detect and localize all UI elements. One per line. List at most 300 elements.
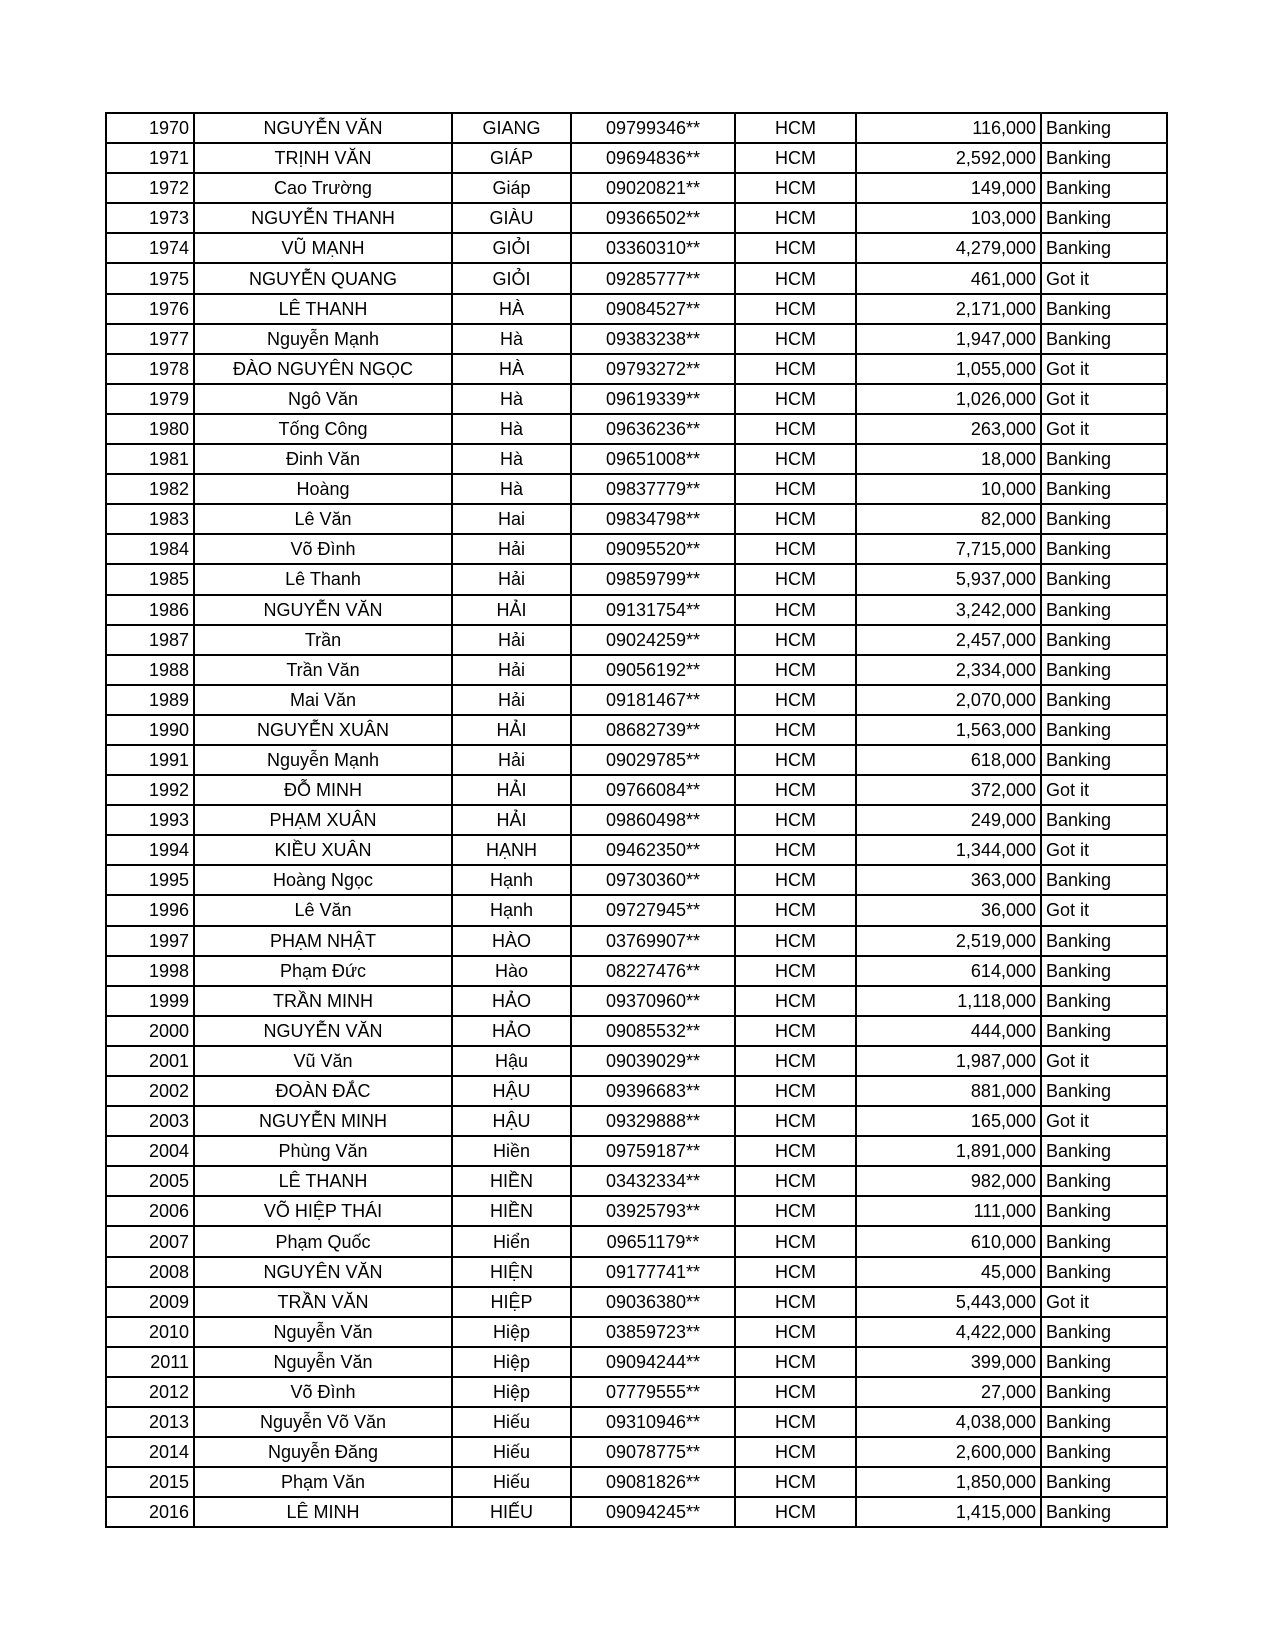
cell-city: HCM: [735, 354, 856, 384]
table-row: [106, 775, 1167, 805]
cell-city: HCM: [735, 504, 856, 534]
cell-last-name: Giáp: [452, 173, 571, 203]
cell-row-number: 2000: [106, 1016, 194, 1046]
cell-city: HCM: [735, 926, 856, 956]
cell-city: HCM: [735, 1076, 856, 1106]
cell-first-name: Ngô Văn: [194, 384, 452, 414]
cell-city: HCM: [735, 1257, 856, 1287]
cell-row-number: 2006: [106, 1196, 194, 1226]
cell-status: Banking: [1041, 805, 1167, 835]
cell-first-name: NGUYỄN MINH: [194, 1106, 452, 1136]
table-row: [106, 474, 1167, 504]
cell-row-number: 1997: [106, 926, 194, 956]
cell-last-name: Hai: [452, 504, 571, 534]
cell-last-name: Hạnh: [452, 895, 571, 925]
cell-amount: 1,026,000: [856, 384, 1041, 414]
cell-last-name: Hiệp: [452, 1317, 571, 1347]
cell-city: HCM: [735, 1437, 856, 1467]
cell-phone: 09619339**: [571, 384, 735, 414]
cell-first-name: PHẠM NHẬT: [194, 926, 452, 956]
cell-row-number: 1992: [106, 775, 194, 805]
cell-city: HCM: [735, 715, 856, 745]
cell-amount: 36,000: [856, 895, 1041, 925]
table-row: [106, 986, 1167, 1016]
cell-amount: 363,000: [856, 865, 1041, 895]
cell-row-number: 2015: [106, 1467, 194, 1497]
cell-status: Got it: [1041, 263, 1167, 293]
cell-amount: 982,000: [856, 1166, 1041, 1196]
cell-status: Banking: [1041, 1437, 1167, 1467]
cell-amount: 1,947,000: [856, 324, 1041, 354]
cell-last-name: GIÀU: [452, 203, 571, 233]
cell-amount: 2,519,000: [856, 926, 1041, 956]
cell-row-number: 1977: [106, 324, 194, 354]
cell-city: HCM: [735, 1136, 856, 1166]
cell-amount: 3,242,000: [856, 595, 1041, 625]
cell-phone: 09651179**: [571, 1226, 735, 1256]
cell-phone: 09383238**: [571, 324, 735, 354]
cell-city: HCM: [735, 534, 856, 564]
cell-last-name: Hiếu: [452, 1467, 571, 1497]
cell-last-name: HẢI: [452, 775, 571, 805]
cell-first-name: Phạm Đức: [194, 956, 452, 986]
cell-city: HCM: [735, 1287, 856, 1317]
table-row: [106, 1377, 1167, 1407]
cell-first-name: Phạm Văn: [194, 1467, 452, 1497]
cell-first-name: Nguyễn Đăng: [194, 1437, 452, 1467]
cell-last-name: GIỎI: [452, 233, 571, 263]
cell-first-name: TRỊNH VĂN: [194, 143, 452, 173]
cell-last-name: Hà: [452, 324, 571, 354]
cell-first-name: Tống Công: [194, 414, 452, 444]
cell-status: Got it: [1041, 384, 1167, 414]
cell-status: Banking: [1041, 203, 1167, 233]
table-row: [106, 564, 1167, 594]
cell-first-name: NGUYỄN QUANG: [194, 263, 452, 293]
table-row: [106, 1106, 1167, 1136]
cell-last-name: Hải: [452, 685, 571, 715]
table-row: [106, 1497, 1167, 1527]
cell-row-number: 1975: [106, 263, 194, 293]
cell-last-name: HẬU: [452, 1106, 571, 1136]
cell-city: HCM: [735, 564, 856, 594]
cell-status: Got it: [1041, 414, 1167, 444]
cell-last-name: HẢI: [452, 805, 571, 835]
cell-city: HCM: [735, 1467, 856, 1497]
cell-amount: 1,891,000: [856, 1136, 1041, 1166]
cell-phone: 09834798**: [571, 504, 735, 534]
cell-amount: 4,279,000: [856, 233, 1041, 263]
cell-row-number: 1972: [106, 173, 194, 203]
cell-last-name: Hà: [452, 414, 571, 444]
table-row: [106, 1046, 1167, 1076]
cell-amount: 27,000: [856, 1377, 1041, 1407]
table-row: [106, 1016, 1167, 1046]
cell-status: Banking: [1041, 1257, 1167, 1287]
cell-status: Banking: [1041, 113, 1167, 143]
cell-status: Banking: [1041, 173, 1167, 203]
cell-row-number: 2002: [106, 1076, 194, 1106]
table-row: [106, 444, 1167, 474]
table-row: [106, 805, 1167, 835]
cell-last-name: Hiển: [452, 1226, 571, 1256]
cell-row-number: 1981: [106, 444, 194, 474]
cell-last-name: Hải: [452, 534, 571, 564]
contact-table: [105, 112, 1168, 1528]
cell-status: Banking: [1041, 595, 1167, 625]
cell-row-number: 1973: [106, 203, 194, 233]
table-row: [106, 113, 1167, 143]
table-row: [106, 1166, 1167, 1196]
cell-first-name: KIỀU XUÂN: [194, 835, 452, 865]
cell-city: HCM: [735, 444, 856, 474]
cell-row-number: 1996: [106, 895, 194, 925]
cell-status: Got it: [1041, 1106, 1167, 1136]
cell-row-number: 1998: [106, 956, 194, 986]
cell-phone: 09366502**: [571, 203, 735, 233]
cell-last-name: GIANG: [452, 113, 571, 143]
table-row: [106, 324, 1167, 354]
cell-first-name: ĐOÀN ĐẮC: [194, 1076, 452, 1106]
cell-status: Banking: [1041, 143, 1167, 173]
cell-last-name: Hiệp: [452, 1347, 571, 1377]
cell-status: Banking: [1041, 865, 1167, 895]
cell-last-name: GIÁP: [452, 143, 571, 173]
cell-amount: 2,070,000: [856, 685, 1041, 715]
cell-status: Banking: [1041, 324, 1167, 354]
cell-last-name: Hậu: [452, 1046, 571, 1076]
cell-status: Banking: [1041, 625, 1167, 655]
table-row: [106, 414, 1167, 444]
cell-amount: 2,592,000: [856, 143, 1041, 173]
cell-city: HCM: [735, 775, 856, 805]
cell-last-name: Hà: [452, 474, 571, 504]
cell-status: Banking: [1041, 1226, 1167, 1256]
cell-last-name: HÀO: [452, 926, 571, 956]
cell-amount: 1,118,000: [856, 986, 1041, 1016]
cell-city: HCM: [735, 956, 856, 986]
cell-status: Banking: [1041, 534, 1167, 564]
cell-last-name: GIỎI: [452, 263, 571, 293]
cell-amount: 2,457,000: [856, 625, 1041, 655]
table-row: [106, 1287, 1167, 1317]
table-row: [106, 926, 1167, 956]
cell-row-number: 1991: [106, 745, 194, 775]
cell-phone: 09181467**: [571, 685, 735, 715]
cell-phone: 09860498**: [571, 805, 735, 835]
cell-first-name: NGUYỄN XUÂN: [194, 715, 452, 745]
cell-row-number: 1989: [106, 685, 194, 715]
table-row: [106, 1467, 1167, 1497]
cell-row-number: 1982: [106, 474, 194, 504]
table-row: [106, 203, 1167, 233]
cell-first-name: Vũ Văn: [194, 1046, 452, 1076]
cell-row-number: 1980: [106, 414, 194, 444]
table-row: [106, 173, 1167, 203]
cell-status: Banking: [1041, 745, 1167, 775]
cell-first-name: VÕ HIỆP THÁI: [194, 1196, 452, 1226]
cell-city: HCM: [735, 143, 856, 173]
cell-status: Banking: [1041, 655, 1167, 685]
cell-phone: 09029785**: [571, 745, 735, 775]
cell-status: Banking: [1041, 444, 1167, 474]
cell-first-name: Đinh Văn: [194, 444, 452, 474]
cell-status: Got it: [1041, 1046, 1167, 1076]
cell-first-name: LÊ MINH: [194, 1497, 452, 1527]
cell-phone: 09056192**: [571, 655, 735, 685]
cell-first-name: NGUYÊN VĂN: [194, 1257, 452, 1287]
cell-status: Banking: [1041, 1497, 1167, 1527]
cell-phone: 03925793**: [571, 1196, 735, 1226]
cell-row-number: 2011: [106, 1347, 194, 1377]
cell-phone: 09370960**: [571, 986, 735, 1016]
cell-first-name: Lê Thanh: [194, 564, 452, 594]
cell-phone: 03432334**: [571, 1166, 735, 1196]
cell-amount: 444,000: [856, 1016, 1041, 1046]
cell-last-name: Hà: [452, 384, 571, 414]
cell-row-number: 2003: [106, 1106, 194, 1136]
cell-phone: 09766084**: [571, 775, 735, 805]
table-row: [106, 655, 1167, 685]
cell-city: HCM: [735, 986, 856, 1016]
cell-phone: 09859799**: [571, 564, 735, 594]
cell-first-name: Hoàng: [194, 474, 452, 504]
cell-row-number: 2005: [106, 1166, 194, 1196]
cell-status: Banking: [1041, 564, 1167, 594]
cell-city: HCM: [735, 1377, 856, 1407]
cell-phone: 09636236**: [571, 414, 735, 444]
table-row: [106, 294, 1167, 324]
cell-row-number: 1971: [106, 143, 194, 173]
cell-first-name: Nguyễn Mạnh: [194, 745, 452, 775]
cell-city: HCM: [735, 1196, 856, 1226]
cell-first-name: NGUYỄN VĂN: [194, 113, 452, 143]
cell-row-number: 1974: [106, 233, 194, 263]
table-row: [106, 685, 1167, 715]
cell-row-number: 1978: [106, 354, 194, 384]
cell-amount: 2,600,000: [856, 1437, 1041, 1467]
cell-status: Banking: [1041, 715, 1167, 745]
cell-phone: 09084527**: [571, 294, 735, 324]
cell-last-name: HẢI: [452, 595, 571, 625]
cell-last-name: HIẾU: [452, 1497, 571, 1527]
cell-amount: 881,000: [856, 1076, 1041, 1106]
cell-first-name: Nguyễn Văn: [194, 1317, 452, 1347]
cell-row-number: 2007: [106, 1226, 194, 1256]
cell-amount: 4,422,000: [856, 1317, 1041, 1347]
cell-status: Banking: [1041, 926, 1167, 956]
cell-row-number: 2009: [106, 1287, 194, 1317]
table-row: [106, 1257, 1167, 1287]
cell-row-number: 2008: [106, 1257, 194, 1287]
cell-first-name: ĐÀO NGUYÊN NGỌC: [194, 354, 452, 384]
cell-status: Banking: [1041, 1166, 1167, 1196]
cell-phone: 09310946**: [571, 1407, 735, 1437]
cell-city: HCM: [735, 1497, 856, 1527]
cell-status: Banking: [1041, 1196, 1167, 1226]
cell-first-name: Lê Văn: [194, 895, 452, 925]
cell-phone: 09837779**: [571, 474, 735, 504]
cell-phone: 09759187**: [571, 1136, 735, 1166]
cell-phone: 09039029**: [571, 1046, 735, 1076]
cell-row-number: 1995: [106, 865, 194, 895]
cell-last-name: HẠNH: [452, 835, 571, 865]
cell-row-number: 1970: [106, 113, 194, 143]
cell-phone: 09285777**: [571, 263, 735, 293]
cell-row-number: 1994: [106, 835, 194, 865]
cell-first-name: Cao Trường: [194, 173, 452, 203]
cell-last-name: Hào: [452, 956, 571, 986]
cell-status: Banking: [1041, 1076, 1167, 1106]
cell-first-name: ĐỖ MINH: [194, 775, 452, 805]
cell-phone: 09694836**: [571, 143, 735, 173]
cell-status: Banking: [1041, 1136, 1167, 1166]
cell-amount: 2,334,000: [856, 655, 1041, 685]
cell-row-number: 1988: [106, 655, 194, 685]
cell-last-name: HẢO: [452, 986, 571, 1016]
cell-row-number: 1979: [106, 384, 194, 414]
cell-first-name: Nguyễn Mạnh: [194, 324, 452, 354]
table-body: [106, 113, 1167, 1527]
cell-status: Banking: [1041, 474, 1167, 504]
cell-phone: 03859723**: [571, 1317, 735, 1347]
cell-row-number: 2016: [106, 1497, 194, 1527]
cell-amount: 610,000: [856, 1226, 1041, 1256]
cell-amount: 103,000: [856, 203, 1041, 233]
table-row: [106, 1226, 1167, 1256]
cell-row-number: 2010: [106, 1317, 194, 1347]
cell-phone: 03360310**: [571, 233, 735, 263]
cell-city: HCM: [735, 1317, 856, 1347]
cell-last-name: Hiếu: [452, 1437, 571, 1467]
table-row: [106, 1347, 1167, 1377]
cell-row-number: 1985: [106, 564, 194, 594]
cell-phone: 09131754**: [571, 595, 735, 625]
cell-row-number: 1993: [106, 805, 194, 835]
cell-status: Got it: [1041, 1287, 1167, 1317]
cell-city: HCM: [735, 805, 856, 835]
cell-amount: 1,563,000: [856, 715, 1041, 745]
cell-last-name: HIỆN: [452, 1257, 571, 1287]
cell-amount: 116,000: [856, 113, 1041, 143]
cell-amount: 18,000: [856, 444, 1041, 474]
cell-amount: 165,000: [856, 1106, 1041, 1136]
table-row: [106, 1076, 1167, 1106]
table-row: [106, 354, 1167, 384]
cell-first-name: Phạm Quốc: [194, 1226, 452, 1256]
cell-city: HCM: [735, 1407, 856, 1437]
cell-amount: 4,038,000: [856, 1407, 1041, 1437]
cell-status: Banking: [1041, 1407, 1167, 1437]
cell-first-name: Nguyễn Võ Văn: [194, 1407, 452, 1437]
cell-row-number: 1984: [106, 534, 194, 564]
cell-amount: 111,000: [856, 1196, 1041, 1226]
cell-amount: 7,715,000: [856, 534, 1041, 564]
cell-phone: 09024259**: [571, 625, 735, 655]
cell-status: Banking: [1041, 1347, 1167, 1377]
cell-last-name: HẬU: [452, 1076, 571, 1106]
cell-status: Banking: [1041, 685, 1167, 715]
cell-status: Banking: [1041, 294, 1167, 324]
cell-phone: 08682739**: [571, 715, 735, 745]
table-row: [106, 745, 1167, 775]
cell-first-name: Lê Văn: [194, 504, 452, 534]
cell-city: HCM: [735, 1016, 856, 1046]
cell-amount: 461,000: [856, 263, 1041, 293]
cell-row-number: 1983: [106, 504, 194, 534]
cell-last-name: Hạnh: [452, 865, 571, 895]
cell-city: HCM: [735, 655, 856, 685]
cell-city: HCM: [735, 294, 856, 324]
cell-city: HCM: [735, 1046, 856, 1076]
cell-first-name: Mai Văn: [194, 685, 452, 715]
cell-phone: 03769907**: [571, 926, 735, 956]
cell-phone: 09177741**: [571, 1257, 735, 1287]
table-row: [106, 384, 1167, 414]
cell-status: Banking: [1041, 1467, 1167, 1497]
cell-city: HCM: [735, 1106, 856, 1136]
cell-row-number: 1999: [106, 986, 194, 1016]
table-row: [106, 715, 1167, 745]
cell-city: HCM: [735, 324, 856, 354]
cell-last-name: Hải: [452, 655, 571, 685]
cell-amount: 149,000: [856, 173, 1041, 203]
table-row: [106, 865, 1167, 895]
cell-amount: 372,000: [856, 775, 1041, 805]
table-row: [106, 1407, 1167, 1437]
cell-amount: 1,415,000: [856, 1497, 1041, 1527]
cell-amount: 1,850,000: [856, 1467, 1041, 1497]
cell-status: Got it: [1041, 775, 1167, 805]
cell-phone: 09095520**: [571, 534, 735, 564]
cell-phone: 09462350**: [571, 835, 735, 865]
cell-amount: 263,000: [856, 414, 1041, 444]
table-row: [106, 504, 1167, 534]
cell-last-name: HÀ: [452, 294, 571, 324]
cell-amount: 1,055,000: [856, 354, 1041, 384]
cell-status: Got it: [1041, 895, 1167, 925]
cell-first-name: TRẦN VĂN: [194, 1287, 452, 1317]
cell-phone: 08227476**: [571, 956, 735, 986]
cell-amount: 614,000: [856, 956, 1041, 986]
cell-row-number: 2014: [106, 1437, 194, 1467]
cell-row-number: 1976: [106, 294, 194, 324]
cell-amount: 5,443,000: [856, 1287, 1041, 1317]
table-row: [106, 956, 1167, 986]
cell-status: Banking: [1041, 956, 1167, 986]
cell-status: Banking: [1041, 233, 1167, 263]
cell-city: HCM: [735, 113, 856, 143]
cell-amount: 1,344,000: [856, 835, 1041, 865]
cell-phone: 09651008**: [571, 444, 735, 474]
cell-city: HCM: [735, 1347, 856, 1377]
cell-status: Got it: [1041, 835, 1167, 865]
cell-last-name: HẢI: [452, 715, 571, 745]
cell-city: HCM: [735, 414, 856, 444]
cell-row-number: 2013: [106, 1407, 194, 1437]
cell-first-name: LÊ THANH: [194, 294, 452, 324]
cell-phone: 09329888**: [571, 1106, 735, 1136]
cell-amount: 249,000: [856, 805, 1041, 835]
cell-city: HCM: [735, 835, 856, 865]
table-row: [106, 534, 1167, 564]
cell-first-name: VŨ MẠNH: [194, 233, 452, 263]
cell-status: Banking: [1041, 1016, 1167, 1046]
cell-status: Banking: [1041, 1377, 1167, 1407]
cell-first-name: Hoàng Ngọc: [194, 865, 452, 895]
cell-amount: 82,000: [856, 504, 1041, 534]
cell-last-name: Hiếu: [452, 1407, 571, 1437]
